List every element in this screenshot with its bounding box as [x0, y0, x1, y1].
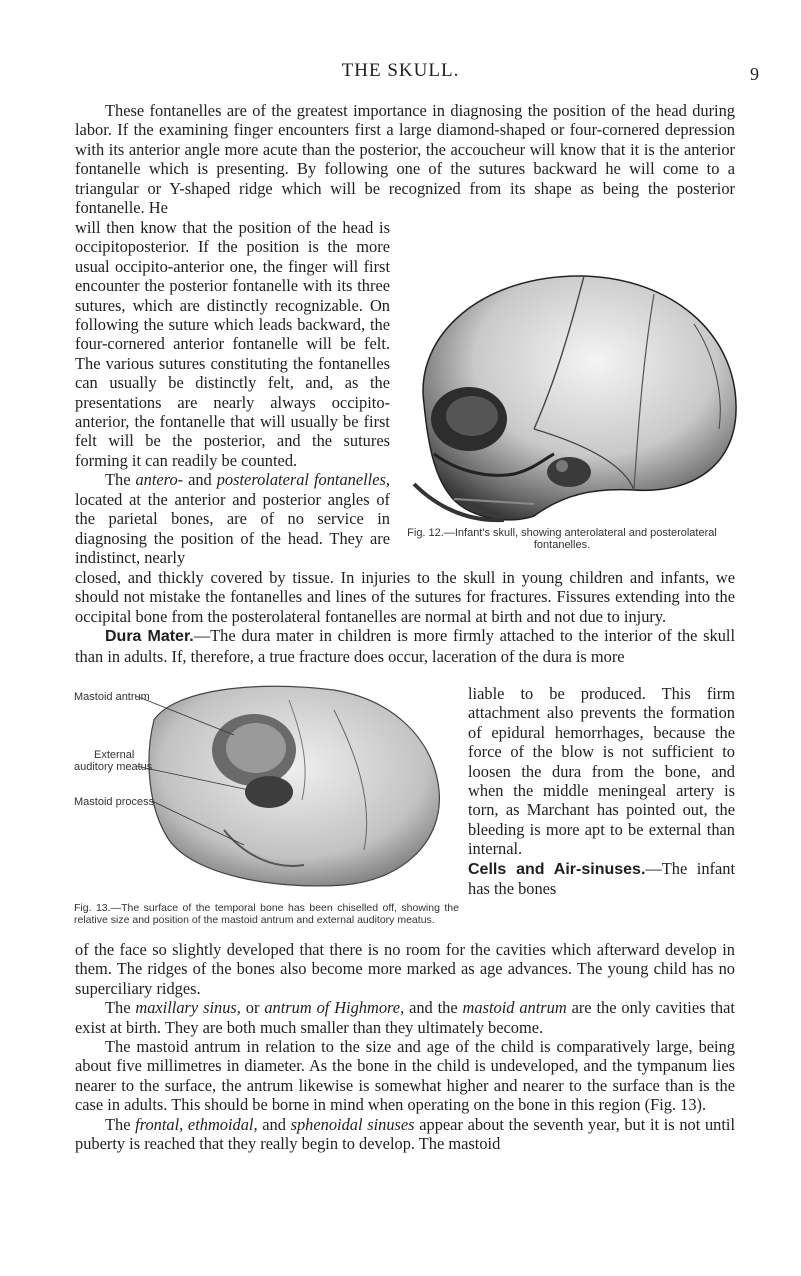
paragraph-mastoid-antrum: The mastoid antrum in relation to the size and age of the child is comparatively large, being about five millimetres in diameter. As the bone in the child is undeveloped, and the tympanum lies nearer to the surface, the antrum likewise is somewhat higher and nearer to the surface than is the case in adults. This should be borne in mind when operating on the bone in this region (Fig. 13). [75, 1037, 735, 1115]
paragraph-maxillary-sinus: The maxillary sinus, or antrum of Highmore, and the mastoid antrum are the only cavities that exist at birth. They are both much smaller than they ultimately become. [75, 998, 735, 1037]
paragraph-fontanelles [75, 101, 735, 217]
paragraph-lateral-fontanelles: The antero- and posterolateral fontanelles, located at the anterior and posterior angles of the parietal bones, are of no service in diagnosing the position of the head. They are indistinct, nearly [75, 470, 390, 567]
paragraph-fontanelles-intro: These fontanelles are of the greatest importance in diagnosing the position of the head during labor. If the examining finger encounters first a large diamond-shaped or four-cornered depression with its anterior angle more acute than the posterior, the accoucheur will know that it is the anterior fontanelle which is presenting. By following one of the sutures backward he will come to a triangular or Y-shaped ridge which will be recognized from its shape as being the posterior fontanelle. He [75, 101, 735, 218]
running-head: THE SKULL. [341, 60, 460, 81]
paragraph-cells-intro: Cells and Air-sinuses.—The infant has the bones [468, 858, 735, 899]
paragraph-cells-continued [75, 940, 735, 1153]
figure-13-temporal-bone-illustration [74, 680, 459, 895]
paragraph-frontal-sinuses: The frontal, ethmoidal, and sphenoidal sinuses appear about the seventh year, but it is not until puberty is reached that they really begin to develop. The mastoid [75, 1114, 735, 1154]
paragraph-lateral-fontanelles-rest: closed, and thickly covered by tissue. In injuries to the skull in young children and infants, we should not mistake the fontanelles and lines of the sutures for fractures. Fissures extending into the occipital bone from the posterolateral fontanelles are normal at birth and not due to injury. [75, 568, 735, 626]
figure-12-skull-illustration [394, 254, 740, 528]
paragraph-fontanelles-rest: will then know that the position of the head is occipitoposterior. If the position is the more usual occipito-anterior one, the finger will first encounter the posterior fontanelle with its three sutures, which are distinctly recognizable. On following the suture which leads backward, the four-cornered anterior fontanelle will be felt. The various sutures constituting the fontanelles can usually be distinctly felt, and, as the presentations are nearly always occipito-anterior, the fontanelle that will usually be first felt will be the posterior, and the sutures forming it can readily be counted. [75, 218, 390, 470]
label-auditory-meatus: auditory meatus [74, 761, 153, 773]
paragraph-fontanelles-continued [75, 218, 390, 567]
figure-12-caption: Fig. 12.—Infant's skull, showing anterolateral and posterolateral fontanelles. [407, 527, 717, 551]
page-number: 9 [750, 64, 759, 84]
figure-13-caption: Fig. 13.—The surface of the temporal bone has been chiselled off, showing the relative size and position of the mastoid antrum and external auditory meatus. [74, 902, 459, 926]
paragraph-dura-continued [468, 684, 735, 898]
label-external: External [94, 749, 135, 761]
paragraph-cells-rest: of the face so slightly developed that there is no room for the cavities which afterward develop in them. The ridges of the bones also become more marked as age advances. The young child has no superciliary ridges. [75, 940, 735, 998]
paragraph-dura-intro: Dura Mater.—The dura mater in children is more firmly attached to the interior of the skull than in adults. If, therefore, a true fracture does occur, laceration of the dura is more [75, 626, 736, 666]
paragraph-dura-rest: liable to be produced. This firm attachment also prevents the formation of epidural hemorrhages, because the force of the blow is not sufficient to loosen the dura from the bone, and when the middle meningeal artery is torn, as Marchant has pointed out, the bleeding is more apt to be external than internal. [468, 684, 735, 859]
paragraph-lateral-fontanelles-continued [75, 568, 735, 666]
label-mastoid-process: Mastoid process [74, 796, 155, 808]
heading-cells-air-sinuses: Cells and Air-sinuses. [468, 860, 646, 878]
heading-dura-mater: Dura Mater. [105, 628, 194, 646]
label-mastoid-antrum: Mastoid antrum [74, 691, 150, 703]
